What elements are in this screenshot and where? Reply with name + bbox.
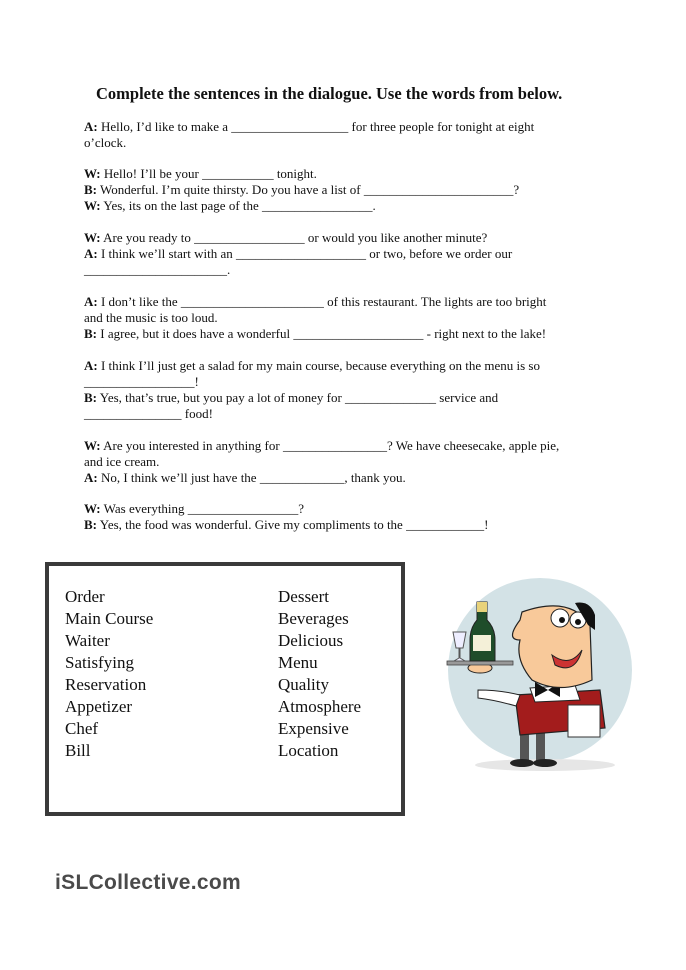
tray: [447, 661, 513, 665]
speaker-label: W:: [84, 230, 101, 245]
line-text: and the music is too loud.: [84, 310, 218, 325]
line-text: o’clock.: [84, 135, 127, 150]
speaker-label: W:: [84, 198, 101, 213]
dialogue-line: [84, 454, 159, 470]
dialogue-line: [84, 119, 534, 135]
line-text: Was everything _________________?: [100, 501, 305, 516]
dialogue-line: [84, 470, 406, 486]
dialogue-line: [84, 230, 487, 246]
word-bank-item: Menu: [278, 653, 318, 672]
speaker-label: W:: [84, 438, 101, 453]
dialogue-line: [84, 438, 559, 454]
line-text: _______________ food!: [84, 406, 213, 421]
word-bank-item: Waiter: [65, 631, 110, 650]
line-text: and ice cream.: [84, 454, 160, 469]
speaker-label: B:: [84, 326, 97, 341]
waiter-illustration: [430, 575, 650, 780]
word-bank-item: Chef: [65, 719, 99, 738]
word-bank-item: Beverages: [278, 609, 349, 628]
speaker-label: W:: [84, 501, 101, 516]
line-text: Wonderful. I’m quite thirsty. Do you have a list of _______________________?: [97, 182, 520, 197]
line-text: I agree, but it does have a wonderful ____________________ - right next to the lake!: [97, 326, 547, 341]
line-text: Are you ready to _________________ or would you like another minute?: [100, 230, 488, 245]
dialogue-line: [84, 294, 546, 310]
line-text: Hello! I’ll be your ___________ tonight.: [100, 166, 317, 181]
word-bank-item: Atmosphere: [278, 697, 362, 716]
line-text: ______________________.: [84, 262, 231, 277]
speaker-label: B:: [84, 390, 97, 405]
line-text: I think I’ll just get a salad for my main course, because everything on the menu is so: [97, 358, 540, 373]
dialogue-line: [84, 246, 512, 262]
dialogue-line: [84, 406, 213, 422]
speaker-label: A:: [84, 119, 98, 134]
word-bank-item: Appetizer: [65, 697, 133, 716]
word-bank-item: Order: [65, 587, 105, 606]
dialogue-line: [84, 517, 488, 533]
line-text: I think we’ll start with an ____________________ or two, before we order our: [97, 246, 513, 261]
word-bank-item: Bill: [65, 741, 91, 760]
speaker-label: W:: [84, 166, 101, 181]
footer-logo: iSLCollective.com: [55, 871, 241, 894]
dialogue-line: [84, 182, 519, 198]
line-text: Hello, I’d like to make a __________________ for three people for tonight at eight: [97, 119, 535, 134]
word-bank-item: Main Course: [65, 609, 154, 628]
napkin: [568, 705, 600, 737]
dialogue-line: [84, 326, 546, 342]
speaker-label: A:: [84, 358, 98, 373]
word-bank-item: Reservation: [65, 675, 147, 694]
line-text: Yes, that’s true, but you pay a lot of money for ______________ service and: [97, 390, 499, 405]
dialogue-line: [84, 390, 498, 406]
dialogue-line: [84, 310, 218, 326]
speaker-label: A:: [84, 294, 98, 309]
line-text: Yes, its on the last page of the _________________.: [100, 198, 376, 213]
dialogue-line: [84, 262, 230, 278]
word-bank-item: Expensive: [278, 719, 349, 738]
line-text: _________________!: [84, 374, 199, 389]
worksheet-title: Complete the sentences in the dialogue. Use the words from below.: [96, 84, 563, 103]
speaker-label: A:: [84, 246, 98, 261]
line-text: I don’t like the ______________________ of this restaurant. The lights are too bright: [97, 294, 547, 309]
dialogue-line: [84, 198, 376, 214]
dialogue-line: [84, 358, 540, 374]
line-text: Are you interested in anything for ________________? We have cheesecake, apple pie,: [100, 438, 560, 453]
speaker-label: A:: [84, 470, 98, 485]
word-bank-item: Satisfying: [65, 653, 134, 672]
word-bank-item: Quality: [278, 675, 329, 694]
word-bank-item: Dessert: [278, 587, 329, 606]
line-text: No, I think we’ll just have the _____________, thank you.: [97, 470, 406, 485]
dialogue-line: [84, 135, 126, 151]
line-text: Yes, the food was wonderful. Give my compliments to the ____________!: [97, 517, 489, 532]
word-bank-item: Location: [278, 741, 339, 760]
speaker-label: B:: [84, 517, 97, 532]
dialogue-line: [84, 166, 317, 182]
dialogue-line: [84, 501, 304, 517]
word-bank-item: Delicious: [278, 631, 344, 650]
dialogue-line: [84, 374, 199, 390]
speaker-label: B:: [84, 182, 97, 197]
